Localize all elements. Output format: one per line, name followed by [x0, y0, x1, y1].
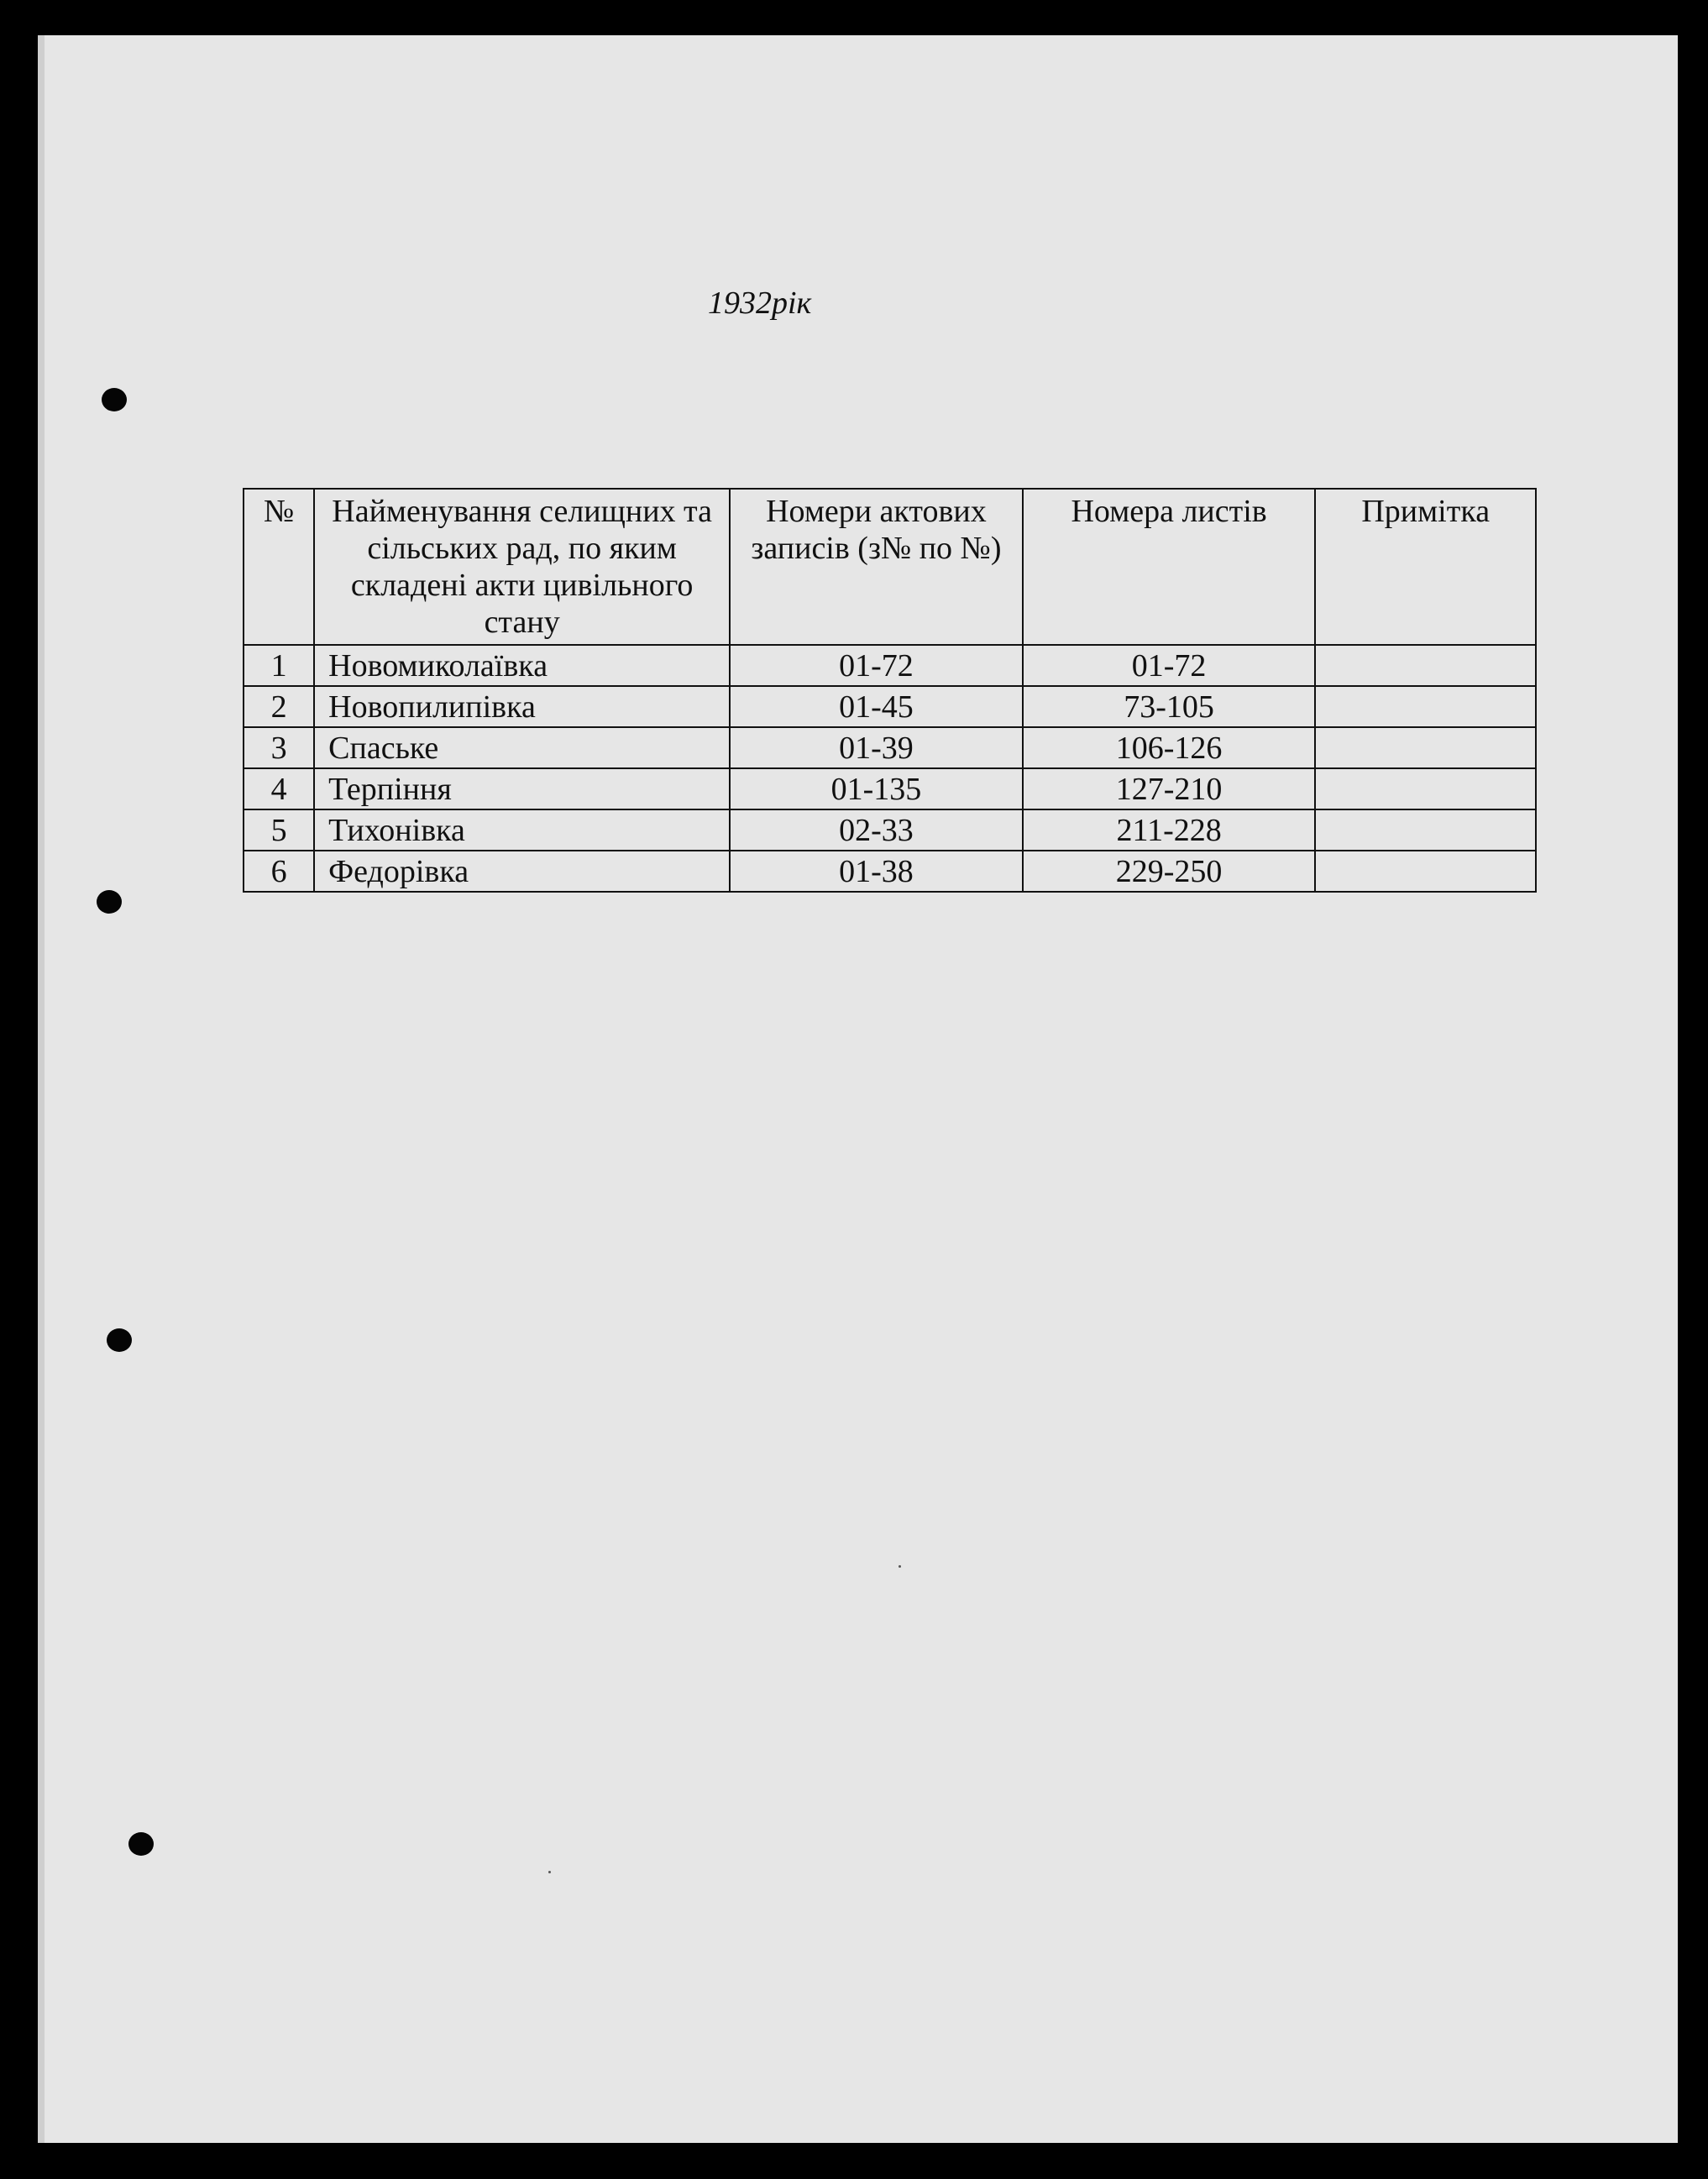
row-sheets: 73-105 — [1023, 686, 1316, 727]
table-row — [244, 686, 1536, 727]
row-name: Спаське — [314, 727, 730, 768]
row-name: Новомиколаївка — [314, 645, 730, 686]
punch-hole-3 — [107, 1328, 132, 1352]
header-note: Примітка — [1315, 489, 1536, 645]
table-header-row — [244, 489, 1536, 645]
row-name: Тихонівка — [314, 809, 730, 851]
row-num: 3 — [244, 727, 314, 768]
row-acts: 01-72 — [730, 645, 1023, 686]
row-name: Федорівка — [314, 851, 730, 892]
row-note — [1315, 645, 1536, 686]
row-sheets: 211-228 — [1023, 809, 1316, 851]
row-note — [1315, 809, 1536, 851]
paper-speck — [899, 1565, 901, 1568]
paper-sheet — [38, 35, 1678, 2143]
row-name: Новопилипівка — [314, 686, 730, 727]
table-row — [244, 851, 1536, 892]
row-note — [1315, 727, 1536, 768]
row-name: Терпіння — [314, 768, 730, 809]
registry-table — [243, 488, 1537, 893]
punch-hole-1 — [102, 388, 127, 411]
row-sheets: 229-250 — [1023, 851, 1316, 892]
table-row — [244, 727, 1536, 768]
header-name: Найменування селищних та сільських рад, по яким складені акти цивільного стану — [314, 489, 730, 645]
table-row — [244, 645, 1536, 686]
row-sheets: 01-72 — [1023, 645, 1316, 686]
row-acts: 02-33 — [730, 809, 1023, 851]
row-acts: 01-39 — [730, 727, 1023, 768]
paper-speck — [548, 1871, 551, 1873]
row-num: 1 — [244, 645, 314, 686]
row-acts: 01-135 — [730, 768, 1023, 809]
table-row — [244, 768, 1536, 809]
table-row — [244, 809, 1536, 851]
header-acts: Номери актових записів (з№ по №) — [730, 489, 1023, 645]
row-sheets: 106-126 — [1023, 727, 1316, 768]
row-acts: 01-38 — [730, 851, 1023, 892]
row-num: 5 — [244, 809, 314, 851]
row-num: 4 — [244, 768, 314, 809]
row-num: 2 — [244, 686, 314, 727]
row-note — [1315, 851, 1536, 892]
punch-hole-2 — [97, 890, 122, 914]
header-sheets: Номера листів — [1023, 489, 1316, 645]
row-note — [1315, 768, 1536, 809]
year-title: 1932рік — [708, 285, 812, 321]
punch-hole-4 — [128, 1832, 154, 1856]
row-note — [1315, 686, 1536, 727]
row-acts: 01-45 — [730, 686, 1023, 727]
row-sheets: 127-210 — [1023, 768, 1316, 809]
row-num: 6 — [244, 851, 314, 892]
header-num: № — [244, 489, 314, 645]
